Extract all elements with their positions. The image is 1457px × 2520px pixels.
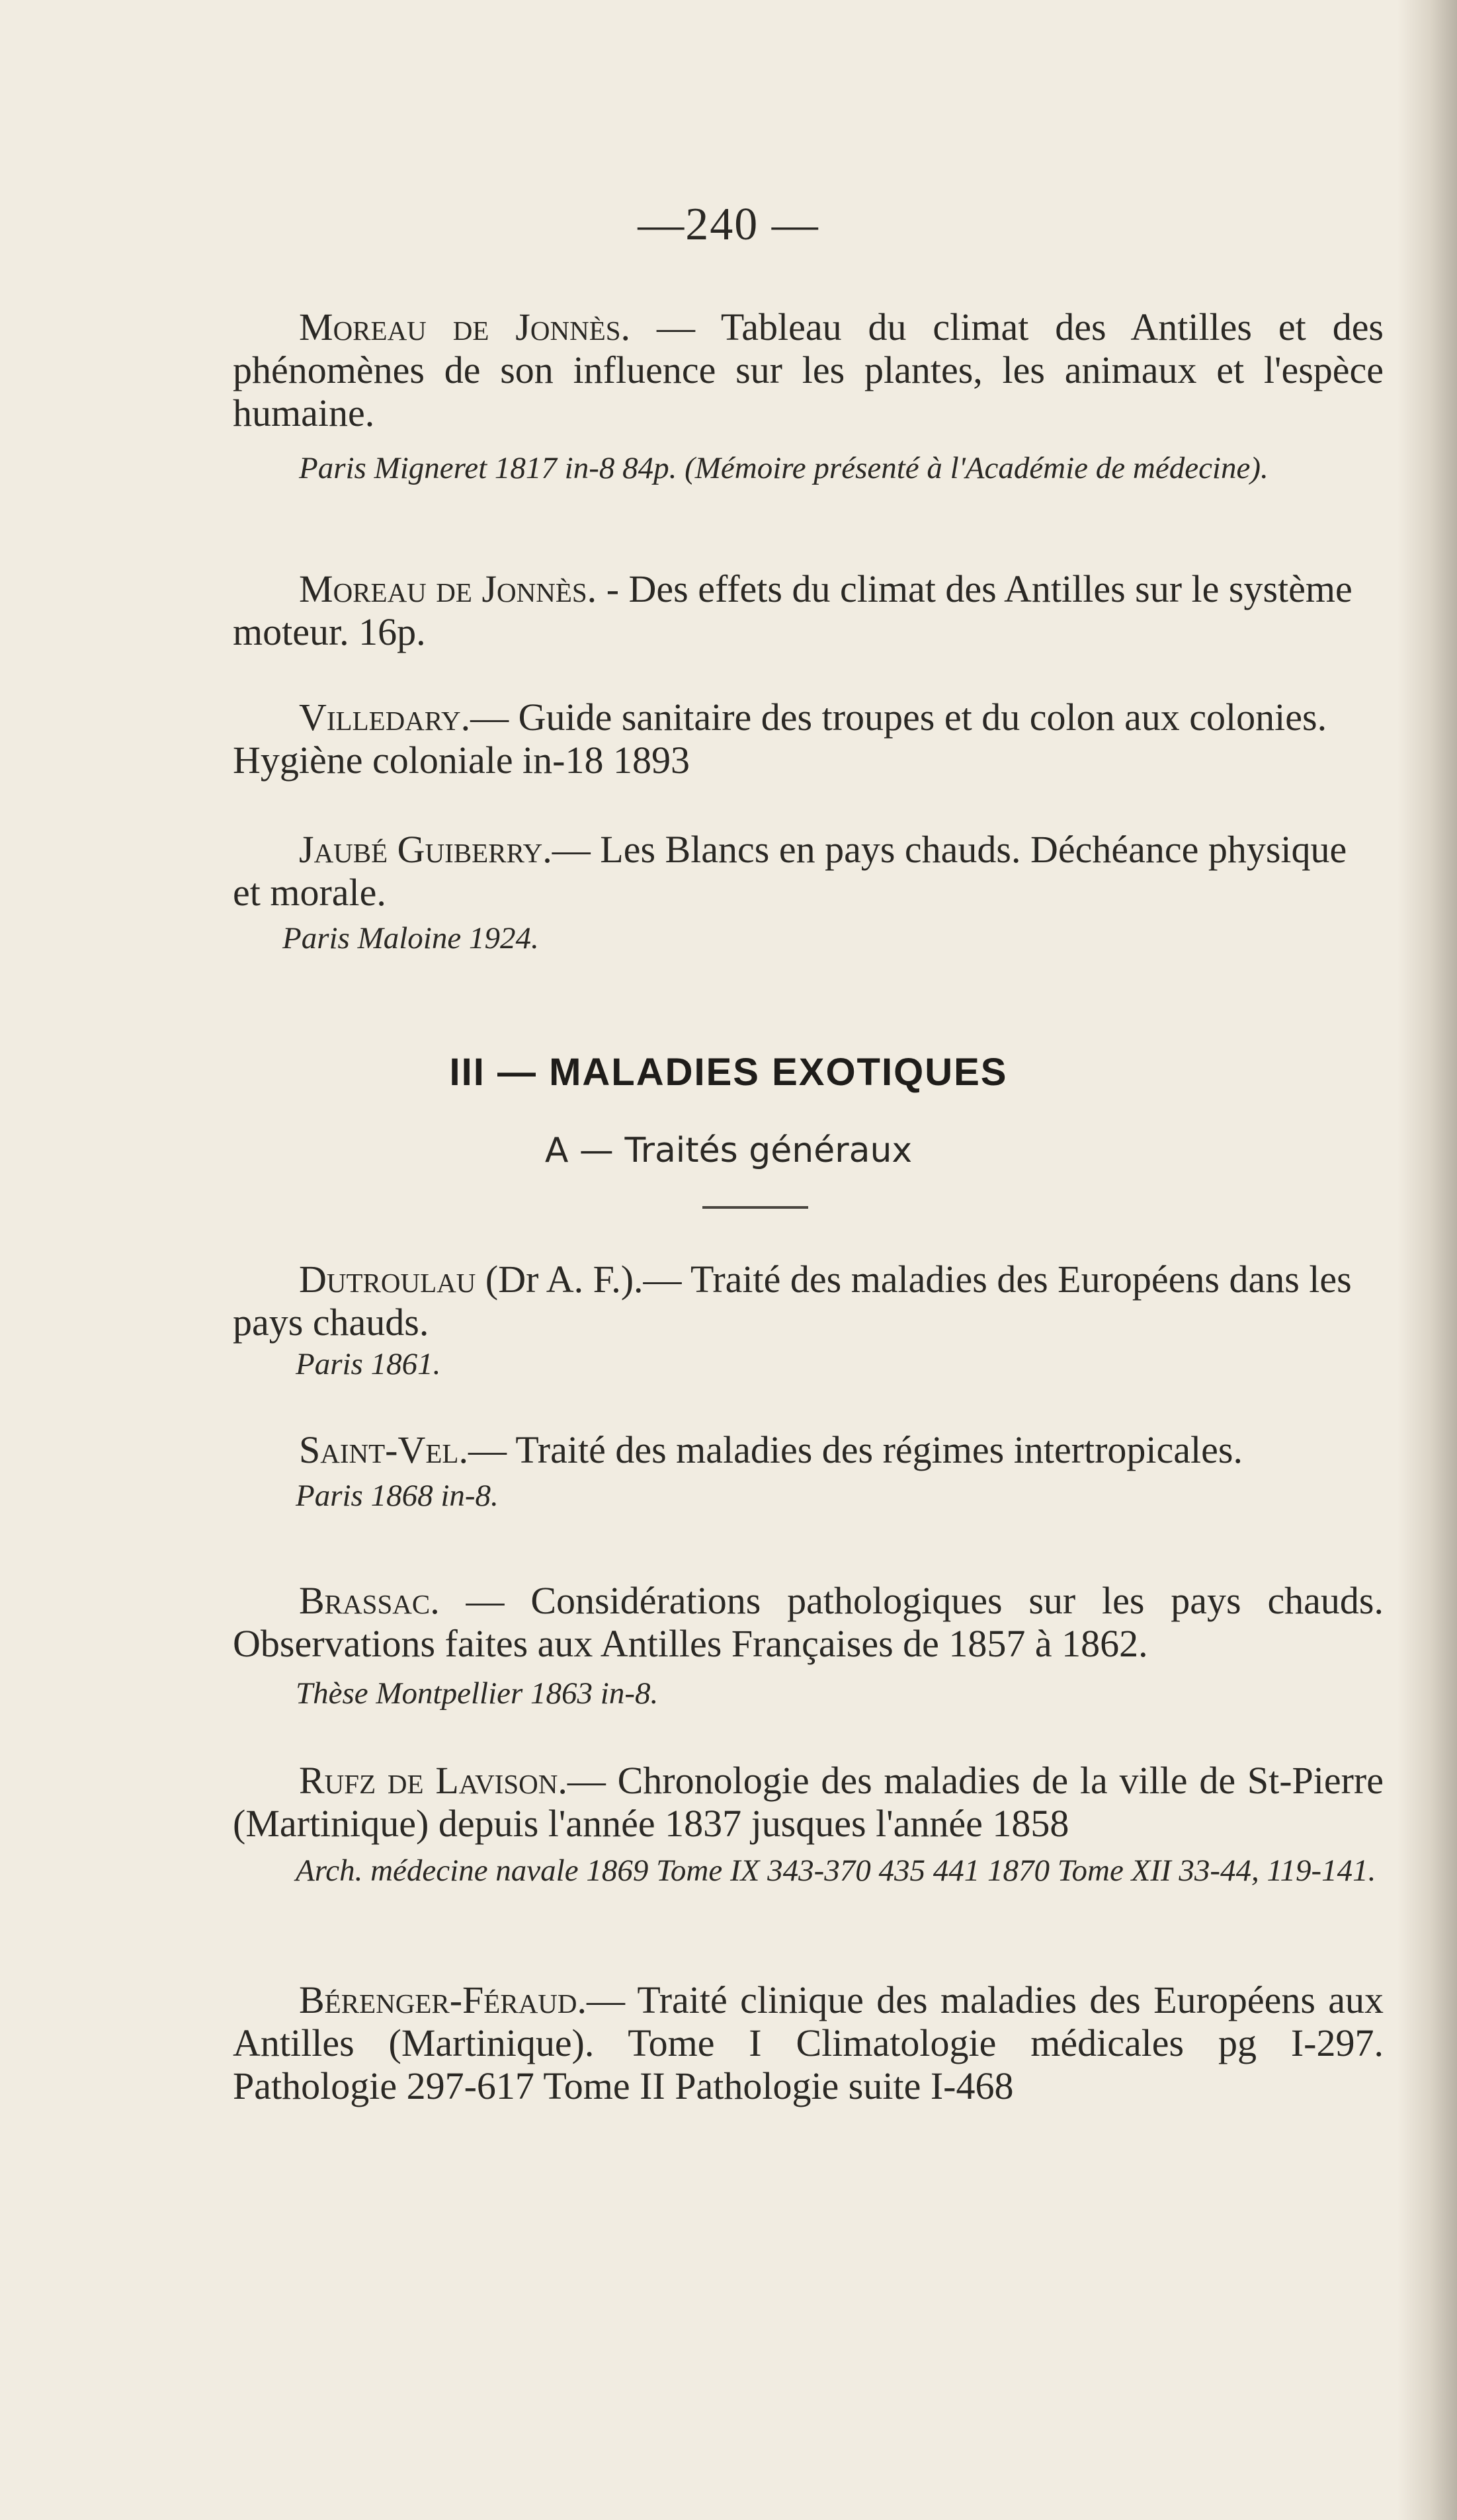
bibliography-entry: [233, 567, 1384, 653]
entry-body: [233, 567, 1384, 653]
bibliography-entry: [233, 1258, 1384, 1383]
page-number: —240 —: [638, 199, 819, 250]
entry-publication: Paris 1861.: [296, 1347, 441, 1381]
bibliography-entry: [233, 828, 1384, 957]
entry-publication: Paris 1868 in-8.: [296, 1479, 499, 1513]
entry-author: Villedary.: [299, 696, 471, 739]
entry-text: — Chronologie des maladies de la ville de St-Pierre (Martinique) depuis l'année 1837 jusques l'année 1858: [233, 1759, 1384, 1845]
entry-text: - Des effets du climat des Antilles sur le système moteur. 16p.: [233, 567, 1353, 653]
entry-author: Moreau de Jonnès.: [299, 567, 597, 610]
entry-text: — Les Blancs en pays chauds. Déchéance physique et morale.: [233, 828, 1347, 914]
entry-text: — Guide sanitaire des troupes et du colon aux colonies. Hygiène coloniale in-18 1893: [233, 696, 1327, 782]
entry-publication: Paris Maloine 1924.: [282, 921, 539, 955]
entry-author: Brassac.: [299, 1579, 440, 1622]
entry-publication: Paris Migneret 1817 in-8 84p. (Mémoire présenté à l'Académie de médecine).: [299, 451, 1269, 485]
entry-author: Bérenger-Féraud.: [299, 1978, 587, 2021]
subsection-title: A — Traités généraux: [544, 1131, 913, 1170]
page-edge-shadow: [1397, 0, 1457, 2520]
bibliography-entry: [233, 305, 1384, 487]
entry-body: [233, 1258, 1384, 1344]
entry-text: — Traité des maladies des régimes intertropicales.: [468, 1428, 1243, 1471]
entry-publication: Thèse Montpellier 1863 in-8.: [296, 1676, 659, 1711]
entry-author: Jaubé Guiberry.: [299, 828, 552, 871]
entry-body: [233, 1978, 1384, 2107]
bibliography-entry: [233, 1428, 1384, 1515]
entry-publication: Arch. médecine navale 1869 Tome IX 343-370 435 441 1870 Tome XII 33-44, 119-141.: [296, 1853, 1376, 1888]
entry-author: Rufz de Lavison.: [299, 1759, 567, 1802]
entry-body: [233, 305, 1384, 434]
entry-author: Saint-Vel.: [299, 1428, 468, 1471]
entry-body: [233, 1428, 1384, 1471]
entry-text: — Considérations pathologiques sur les pays chauds. Observations faites aux Antilles Françaises de 1857 à 1862.: [233, 1579, 1384, 1665]
entry-body: [233, 828, 1384, 914]
bibliography-entry: [233, 1978, 1384, 2107]
entry-author: Moreau de Jonnès.: [299, 305, 631, 348]
bibliography-entry: [233, 1579, 1384, 1713]
section-title: III — MALADIES EXOTIQUES: [449, 1051, 1008, 1094]
bibliography-entry: [233, 1759, 1384, 1890]
entry-body: [233, 1579, 1384, 1665]
entry-text: (Dr A. F.).— Traité des maladies des Européens dans les pays chauds.: [233, 1258, 1352, 1344]
entry-text: — Tableau du climat des Antilles et des phénomènes de son influence sur les plantes, les animaux et l'espèce humaine.: [233, 305, 1384, 434]
divider-rule: [702, 1206, 808, 1209]
entry-body: [233, 1759, 1384, 1845]
entry-author: Dutroulau: [299, 1258, 476, 1301]
entry-body: [233, 696, 1384, 782]
entry-text: — Traité clinique des maladies des Européens aux Antilles (Martinique). Tome I Climatologie médicales pg I-297. Pathologie 297-617 Tome II Pathologie suite I-468: [233, 1978, 1384, 2107]
bibliography-entry: [233, 696, 1384, 782]
